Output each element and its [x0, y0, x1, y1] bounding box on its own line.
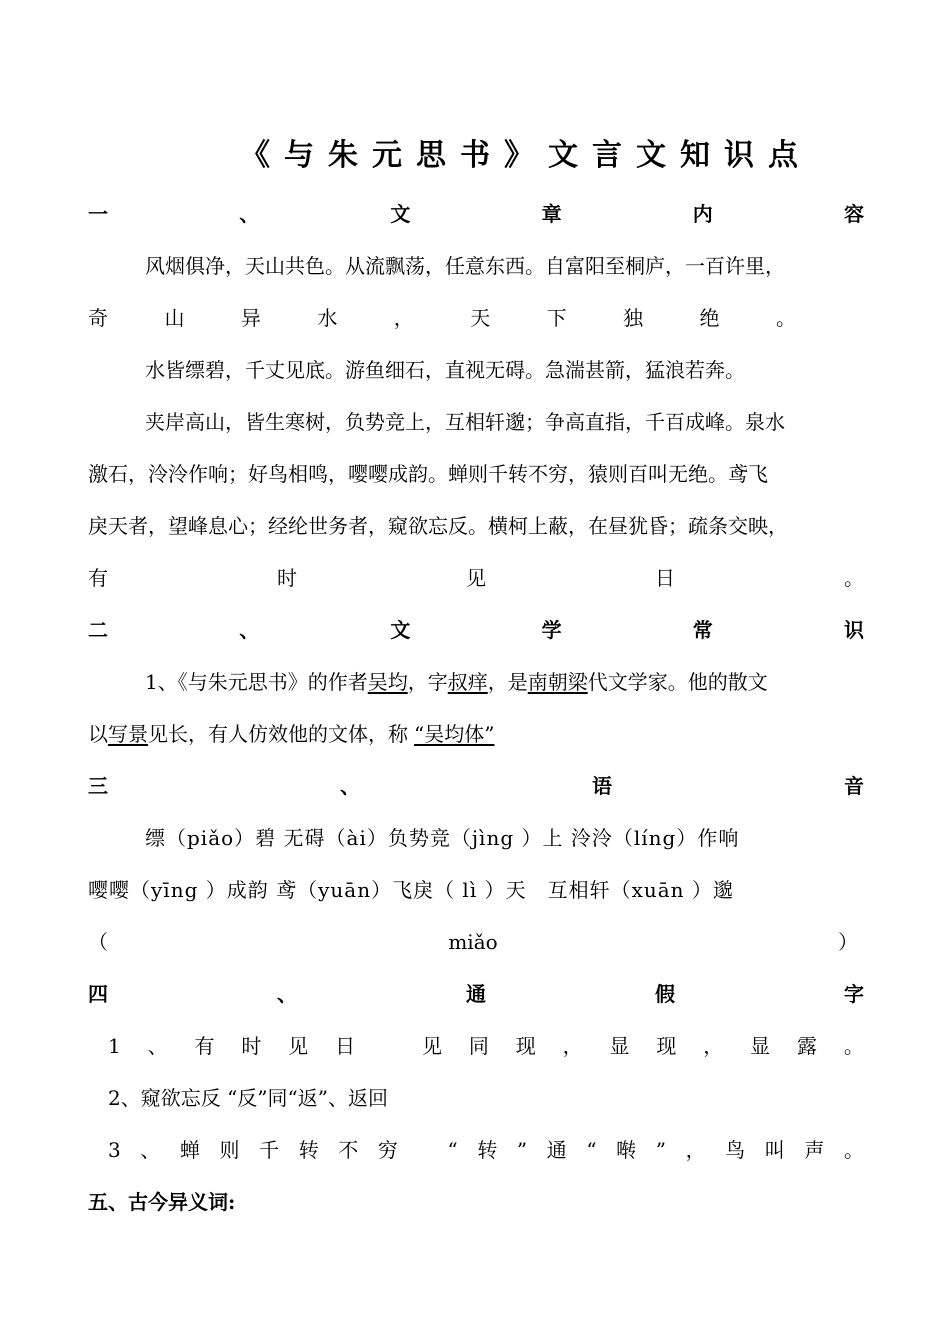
text-char: 则 [219, 1138, 240, 1162]
dynasty-name: 南朝梁 [527, 670, 588, 694]
text-char: 时 [241, 1034, 262, 1058]
heading-char: 四 [88, 982, 108, 1006]
text-char: “ [447, 1138, 458, 1162]
heading-char: 文 [390, 202, 411, 226]
heading-char: 章 [541, 202, 562, 226]
text-char: 日 [335, 1034, 356, 1058]
text-char: ， [685, 1138, 706, 1162]
tongjia-item-3 [108, 1136, 864, 1164]
text-char: 啭 [616, 1138, 637, 1162]
text-char: 显 [750, 1034, 771, 1058]
text-span: ，是 [487, 670, 528, 694]
text-char: 。 [775, 306, 796, 330]
pronunciation-line-3 [88, 928, 858, 956]
text-char: ） [837, 930, 858, 954]
text-span: 代文学家。他的散文 [587, 670, 768, 694]
heading-char: 语 [592, 774, 612, 798]
text-paragraph: 夹岸高山，皆生寒树，负势竞上，互相轩邈；争高直指，千百成峰。泉水 [145, 410, 785, 434]
text-char: 同 [468, 1034, 489, 1058]
style-word: 写景 [108, 722, 148, 746]
text-char: 叫 [764, 1138, 785, 1162]
pronunciation-line-1: 缥（piǎo）碧 无碍（ài）负势竞（jìng ）上 泠泠（líng）作响 [145, 826, 740, 850]
heading-char: 、 [277, 982, 297, 1006]
heading-char: 通 [466, 982, 486, 1006]
section-heading-literature [88, 616, 864, 644]
text-span: ，字 [407, 670, 448, 694]
text-char: 山 [164, 306, 185, 330]
heading-char: 内 [692, 202, 713, 226]
text-char: 下 [546, 306, 567, 330]
literature-line-1 [145, 668, 865, 696]
heading-char: 、 [239, 618, 260, 642]
text-char: 。 [843, 1034, 864, 1058]
text-char: 奇 [88, 306, 108, 330]
text-char: ， [562, 1034, 583, 1058]
heading-char: 文 [390, 618, 411, 642]
text-char: 声 [804, 1138, 825, 1162]
text-paragraph-line: 戾天者，望峰息心；经纶世务者，窥欲忘反。横柯上蔽，在昼犹昏；疏条交映， [88, 514, 788, 538]
text-span: 1、《与朱元思书》的作者 [145, 670, 368, 694]
heading-char: 、 [239, 202, 260, 226]
text-char: 天 [470, 306, 491, 330]
text-paragraph-line: 激石，泠泠作响；好鸟相鸣，嘤嘤成韵。蝉则千转不穷，猿则百叫无绝。鸢飞 [88, 462, 768, 486]
section-heading-content [88, 200, 864, 228]
heading-char: 、 [340, 774, 360, 798]
heading-char: 音 [844, 774, 864, 798]
text-span: 见长，有人仿效他的文体，称 [148, 722, 408, 746]
text-char: ， [703, 1034, 724, 1058]
heading-char: 三 [88, 774, 108, 798]
text-char: 有 [88, 566, 108, 590]
text-char: 、 [140, 1138, 161, 1162]
heading-char: 常 [692, 618, 713, 642]
heading-char: 学 [541, 618, 562, 642]
section-heading-tongjia [88, 980, 864, 1008]
text-char: 水 [317, 306, 338, 330]
text-char: 见 [288, 1034, 309, 1058]
text-char: 见 [466, 566, 486, 590]
literature-line-2 [88, 720, 864, 748]
heading-char: 容 [843, 202, 864, 226]
text-span: 以 [88, 722, 108, 746]
text-char: 绝 [699, 306, 720, 330]
text-char: 显 [609, 1034, 630, 1058]
text-char: 3 [108, 1138, 121, 1162]
heading-char: 一 [88, 202, 108, 226]
text-char: 蝉 [179, 1138, 200, 1162]
tongjia-item-1 [108, 1032, 864, 1060]
text-char: 转 [298, 1138, 319, 1162]
text-char: 不 [338, 1138, 359, 1162]
section-heading-gujin: 五、古今异义词: [88, 1190, 236, 1214]
text-char: 通 [546, 1138, 567, 1162]
text-char: 。 [843, 1138, 864, 1162]
text-char: 日 [655, 566, 675, 590]
text-char: 有 [194, 1034, 215, 1058]
text-char: 见 [421, 1034, 442, 1058]
heading-char: 二 [88, 618, 108, 642]
text-char: 。 [844, 566, 864, 590]
text-char: 鸟 [725, 1138, 746, 1162]
text-char: 独 [623, 306, 644, 330]
text-char: 穷 [377, 1138, 398, 1162]
heading-char: 识 [843, 618, 864, 642]
style-name: “吴均体” [414, 722, 495, 746]
courtesy-name: 叔痒 [447, 670, 488, 694]
tongjia-item-2: 2、窥欲忘反 “反”同“返”、返回 [108, 1086, 388, 1110]
text-paragraph-line [88, 564, 864, 592]
text-char: 、 [147, 1034, 168, 1058]
section-heading-pronunciation [88, 772, 864, 800]
text-char: ” [516, 1138, 528, 1162]
text-char: 千 [259, 1138, 280, 1162]
text-char: （ [88, 930, 108, 954]
text-char: 转 [477, 1138, 498, 1162]
heading-char: 字 [844, 982, 864, 1006]
page-title: 《与朱元思书》文言文知识点 [240, 138, 812, 173]
text-char: 异 [240, 306, 261, 330]
text-char: “ [586, 1138, 597, 1162]
author-name: 吴均 [367, 670, 408, 694]
text-char: ” [655, 1138, 666, 1162]
pinyin: miǎo [448, 930, 498, 954]
text-char: 1 [108, 1034, 121, 1058]
text-char: ， [393, 306, 414, 330]
heading-char: 假 [655, 982, 675, 1006]
text-char: 现 [515, 1034, 536, 1058]
text-paragraph: 水皆缥碧，千丈见底。游鱼细石，直视无碍。急湍甚箭，猛浪若奔。 [145, 358, 745, 382]
text-char: 时 [277, 566, 297, 590]
text-char: 现 [656, 1034, 677, 1058]
text-paragraph: 风烟俱净，天山共色。从流飘荡，任意东西。自富阳至桐庐，一百许里， [145, 254, 785, 278]
pronunciation-line-2: 嘤嘤（yīng ）成韵 鸢（yuān）飞戾（ lì ）天 互相轩（xuān ）邈 [88, 878, 734, 902]
text-char: 露 [796, 1034, 817, 1058]
text-paragraph-line [88, 304, 796, 332]
